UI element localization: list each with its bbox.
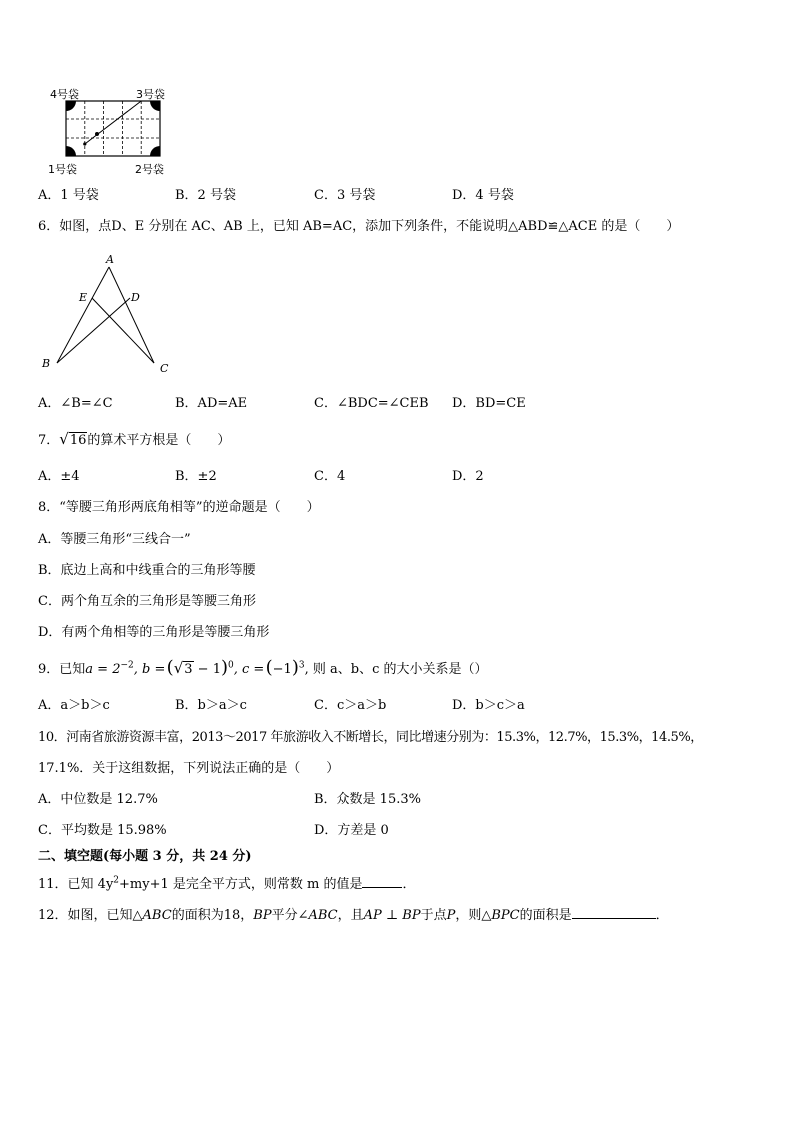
q7-option-a: A．±4 [38, 469, 80, 484]
q7-radicand: 16 [69, 433, 87, 448]
q6-stem: 6．如图，点D、E 分别在 AC、AB 上，已知 AB=AC，添加下列条件，不能说明△ABD≌△ACE 的是（ ） [38, 219, 680, 234]
q8-stem: 8．“等腰三角形两底角相等”的逆命题是（ ） [38, 500, 320, 515]
section-title-fill-in: 二、填空题(每小题 3 分，共 24 分) [38, 849, 252, 864]
q6-option-a: A．∠B=∠C [38, 396, 113, 411]
q8-option-b: B．底边上高和中线重合的三角形等腰 [38, 563, 256, 578]
q9-option-a: A．a＞b＞c [38, 698, 110, 713]
q6-option-b: B．AD=AE [175, 396, 248, 411]
q5-option-d: D．4 号袋 [452, 188, 514, 203]
q10-stem-line2: 17.1%．关于这组数据，下列说法正确的是（ ） [38, 761, 340, 776]
q6-option-c: C．∠BDC=∠CEB [314, 396, 429, 411]
q12-answer-blank[interactable] [572, 906, 656, 919]
q6-label-c: C [160, 362, 169, 375]
q7-option-b: B．±2 [175, 469, 217, 484]
q7-question: 的算术平方根是（ ） [87, 433, 231, 448]
q9-stem: 9．已知$a = 2^{-2}$, b = $(√3 - 1)^0$, c = $(-1)^3$, 则 a、b、c 的大小关系是（） [38, 657, 488, 678]
q8-option-d: D．有两个角相等的三角形是等腰三角形 [38, 625, 270, 640]
q10-option-b: B．众数是 15.3% [314, 792, 421, 807]
q11-answer-blank[interactable] [362, 875, 402, 888]
q9-a-exp: −2 [120, 660, 134, 671]
q9-suffix: , 则 a、b、c 的大小关系是（） [304, 662, 488, 677]
bag-label-3: 3号袋 [136, 88, 165, 101]
q8-option-a: A．等腰三角形“三线合一” [38, 532, 191, 547]
q7-stem [38, 431, 230, 449]
q10-option-d: D．方差是 0 [314, 823, 389, 838]
q9-c-exp: 3 [298, 660, 305, 671]
bag-label-2: 2号袋 [135, 163, 164, 176]
q5-option-b: B．2 号袋 [175, 188, 236, 203]
q9-b-expr: , b = [133, 662, 166, 677]
bag-label-4: 4号袋 [50, 88, 79, 101]
q6-label-e: E [79, 291, 88, 304]
q5-option-a: A．1 号袋 [38, 188, 99, 203]
q9-option-c: C．c＞a＞b [314, 698, 387, 713]
q6-option-d: D．BD=CE [452, 396, 526, 411]
q10-option-c: C．平均数是 15.98% [38, 823, 167, 838]
q9-a-expr: a = 2 [85, 662, 121, 677]
bag-label-1: 1号袋 [48, 163, 77, 176]
q9-c-expr: , c = [233, 662, 265, 677]
q7-option-d: D．2 [452, 469, 484, 484]
bag-table-figure [44, 84, 174, 180]
q9-b-sqrt: √3 [173, 659, 193, 677]
q6-label-b: B [42, 357, 51, 370]
q10-stem-line1: 10．河南省旅游资源丰富，2013～2017 年旅游收入不断增长，同比增速分别为：15.3%，12.7%，15.3%，14.5%， [38, 730, 703, 745]
q7-option-c: C．4 [314, 469, 346, 484]
q11-stem: 11．已知 $4y^2+my+1$ 是完全平方式，则常数 m 的值是 ． [38, 875, 416, 892]
q12-stem: 12．如图，已知△ABC的面积为18，BP平分∠ABC，且AP ⊥ BP于点P，则△BPC的面积是 ． [38, 908, 669, 923]
q6-label-a: A [106, 253, 114, 266]
q8-option-c: C．两个角互余的三角形是等腰三角形 [38, 594, 256, 609]
q9-option-d: D．b＞c＞a [452, 698, 525, 713]
q7-sqrt: √16 [59, 430, 87, 448]
q9-prefix: 9．已知 [38, 662, 86, 677]
q10-option-a: A．中位数是 12.7% [38, 792, 158, 807]
q6-label-d: D [131, 291, 140, 304]
q9-option-b: B．b＞a＞c [175, 698, 247, 713]
q6-triangle-figure [36, 250, 181, 380]
q7-number: 7． [38, 433, 60, 448]
q5-option-c: C．3 号袋 [314, 188, 376, 203]
q9-b-exp: 0 [228, 660, 234, 671]
